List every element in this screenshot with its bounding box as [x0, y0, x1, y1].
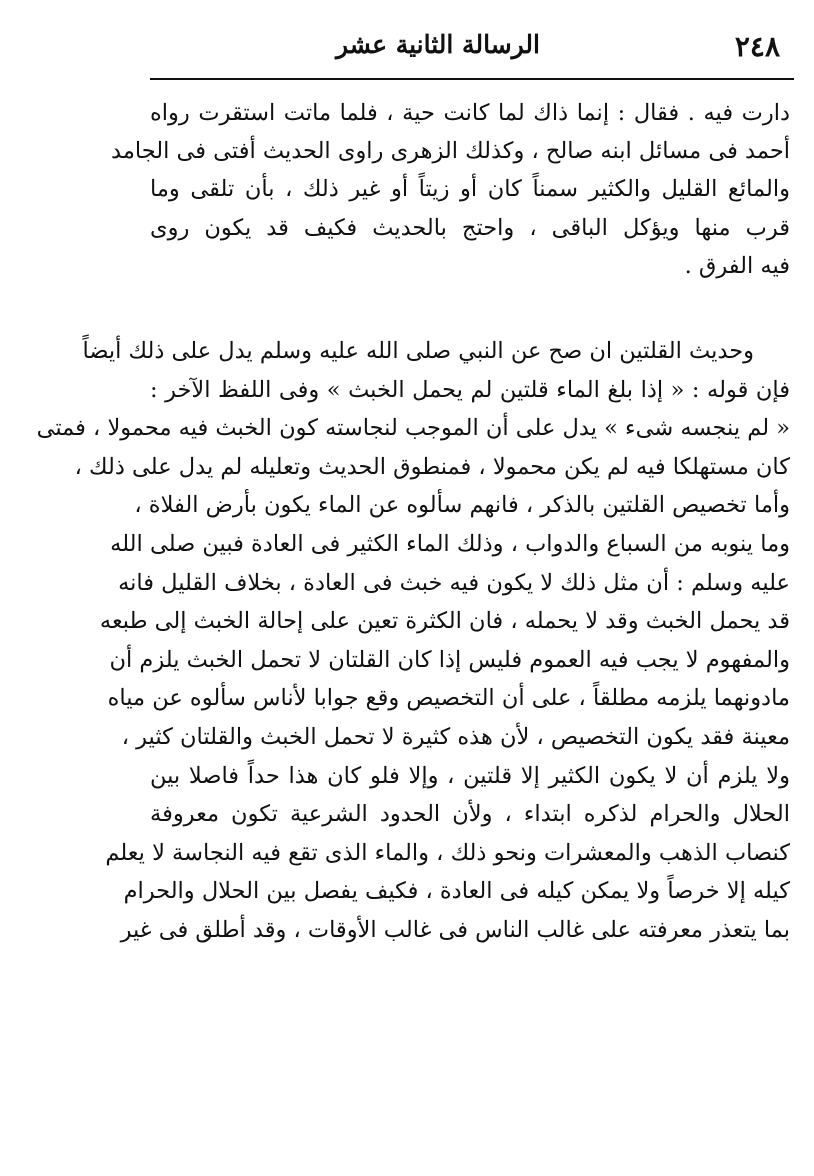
text-line: الحلال والحرام لذكره ابتداء ، ولأن الحدود الشرعية تكون معروفة [150, 801, 790, 828]
text-line: وما ينوبه من السباع والدواب ، وذلك الماء الكثير فى العادة فبين صلى الله [110, 530, 790, 557]
text-line: مادونهما يلزمه مطلقاً ، على أن التخصيص وقع جوابا لأناس سألوه عن مياه [107, 685, 790, 712]
text-line: كيله إلا خرصاً ولا يمكن كيله فى العادة ، فكيف يفصل بين الحلال والحرام [123, 878, 790, 905]
text-line: بما يتعذر معرفته على غالب الناس فى غالب الأوقات ، وقد أطلق فى غير [120, 916, 790, 943]
paragraph-2 [36, 332, 790, 950]
paragraph-1 [111, 94, 790, 285]
text-line: والمفهوم لا يجب فيه العموم فليس إذا كان القلتان لا تحمل الخبث يلزم أن [109, 646, 790, 673]
text-line: « لم ينجسه شىء » يدل على أن الموجب لنجاسته كون الخبث فيه محمولا ، فمتى [36, 415, 790, 442]
text-line: دارت فيه . فقال : إنما ذاك لما كانت حية ، فلما ماتت استقرت رواه [150, 100, 790, 126]
text-line: وحديث القلتين ان صح عن النبي صلى الله عليه وسلم يدل على ذلك أيضاً [82, 338, 754, 364]
running-title: الرسالة الثانية عشر [336, 30, 540, 59]
text-line: وأما تخصيص القلتين بالذكر ، فانهم سألوه عن الماء يكون بأرض الفلاة ، [134, 492, 790, 519]
text-line: قد يحمل الخبث وقد لا يحمله ، فان الكثرة تعين على إحالة الخبث إلى طبعه [99, 608, 790, 635]
text-line: معينة فقد يكون التخصيص ، لأن هذه كثيرة لا تحمل الخبث والقلتان كثير ، [121, 723, 790, 750]
text-line: والمائع القليل والكثير سمناً كان أو زيتاً أو غير ذلك ، بأن تلقى وما [150, 176, 790, 203]
text-line: ولا يلزم أن لا يكون الكثير إلا قلتين ، وإلا فلو كان هذا حداً فاصلا بين [150, 762, 790, 789]
header-divider [150, 78, 794, 80]
text-line: كان مستهلكا فيه لم يكن محمولا ، فمنطوق الحديث وتعليله لم يدل على ذلك ، [74, 453, 790, 480]
text-line: عليه وسلم : أن مثل ذلك لا يكون فيه خبث فى العادة ، بخلاف القليل فانه [118, 569, 790, 596]
text-line: قرب منها ويؤكل الباقى ، واحتج بالحديث فكيف قد يكون روى [150, 214, 790, 241]
text-line: أحمد فى مسائل ابنه صالح ، وكذلك الزهرى راوى الحديث أفتى فى الجامد [111, 138, 790, 165]
text-line: كنصاب الذهب والمعشرات ونحو ذلك ، والماء الذى تقع فيه النجاسة لا يعلم [105, 839, 790, 866]
text-line: فإن قوله : « إذا بلغ الماء قلتين لم يحمل الخبث » وفى اللفظ الآخر : [150, 376, 790, 403]
text-line: فيه الفرق . [684, 252, 790, 279]
page-number: ٢٤٨ [734, 30, 780, 63]
page-header [150, 26, 790, 68]
